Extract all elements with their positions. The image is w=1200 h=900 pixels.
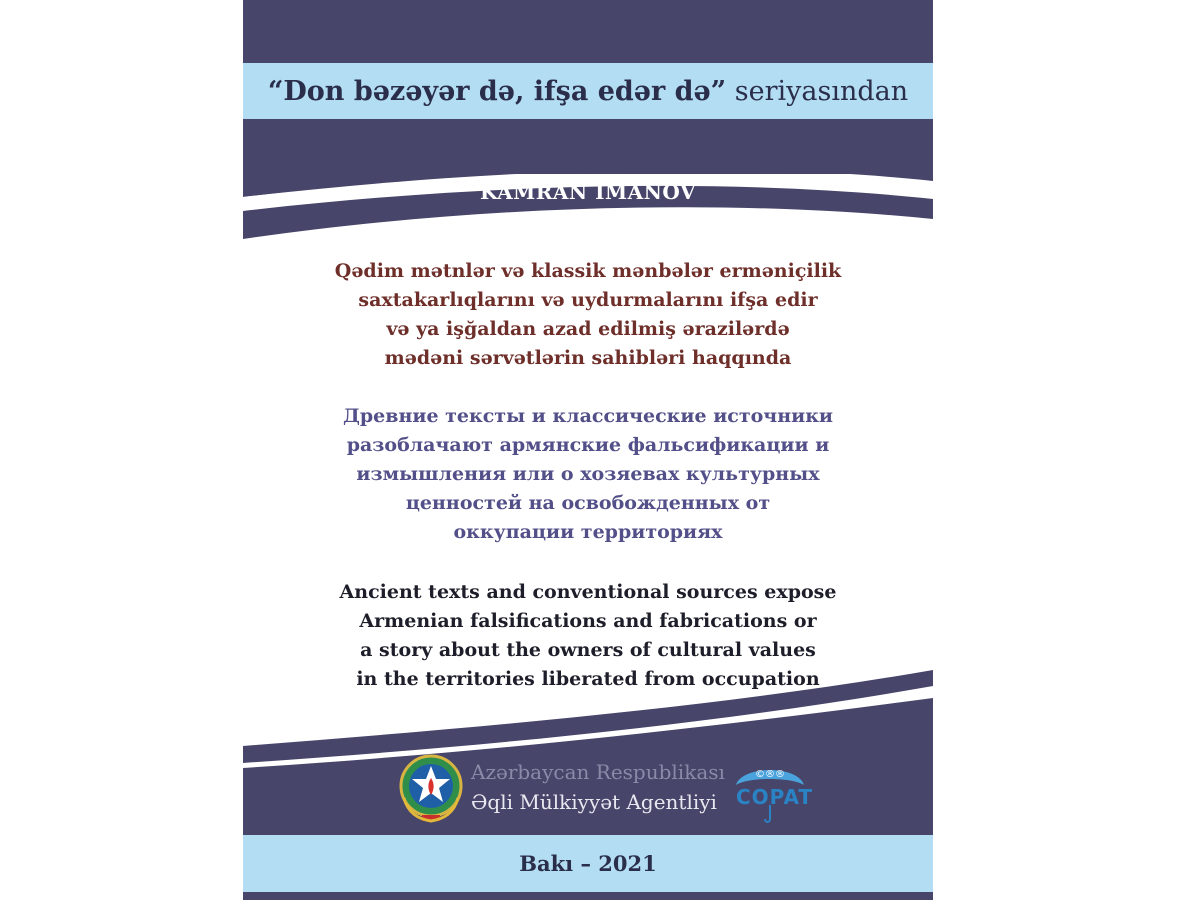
copat-symbols: ©®® (755, 769, 785, 780)
title-ru-line: измышления или о хозяевах культурных (356, 463, 820, 485)
title-en-line: a story about the owners of cultural values (360, 639, 816, 661)
title-az-line: mədəni sərvətlərin sahibləri haqqında (384, 347, 792, 369)
title-ru-line: ценностей на освобожденных от (405, 492, 771, 514)
title-russian (273, 402, 903, 547)
series-band (243, 63, 933, 119)
series-quote: “Don bəzəyər də, ifşa edər də” (267, 75, 727, 107)
city-year: Bakı – 2021 (519, 851, 657, 876)
title-ru-line: оккупации территориях (453, 521, 723, 543)
title-ru-line: разоблачают армянские фальсификации и (346, 434, 830, 456)
publisher-line-1: Azərbaycan Respublikası (471, 760, 725, 784)
title-az-line: saxtakarlıqlarını və uydurmalarını ifşa edir (358, 289, 818, 311)
publisher-line-2: Əqli Mülkiyyət Agentliyi (471, 790, 717, 814)
title-en-line: Armenian falsifications and fabrications or (359, 610, 817, 632)
series-suffix: seriyasından (734, 75, 909, 107)
title-en-line: Ancient texts and conventional sources expose (339, 581, 837, 603)
top-dark-band (243, 0, 933, 63)
azerbaijan-state-emblem-icon (398, 753, 464, 825)
title-azerbaijani (273, 257, 903, 373)
title-az-line: və ya işğaldan azad edilmiş ərazilərdə (386, 318, 790, 340)
copat-label: COPAT (736, 785, 814, 809)
title-az-line: Qədim mətnlər və klassik mənbələr erməniçilik (334, 260, 842, 282)
title-en-line: in the territories liberated from occupation (356, 668, 820, 690)
bottom-dark-band (243, 892, 933, 900)
author-name: KAMRAN İMANOV (480, 180, 696, 204)
book-cover (243, 0, 933, 900)
title-ru-line: Древние тексты и классические источники (342, 405, 834, 427)
series-title (268, 76, 908, 107)
footer-band (243, 835, 933, 892)
publisher-block (471, 757, 725, 817)
